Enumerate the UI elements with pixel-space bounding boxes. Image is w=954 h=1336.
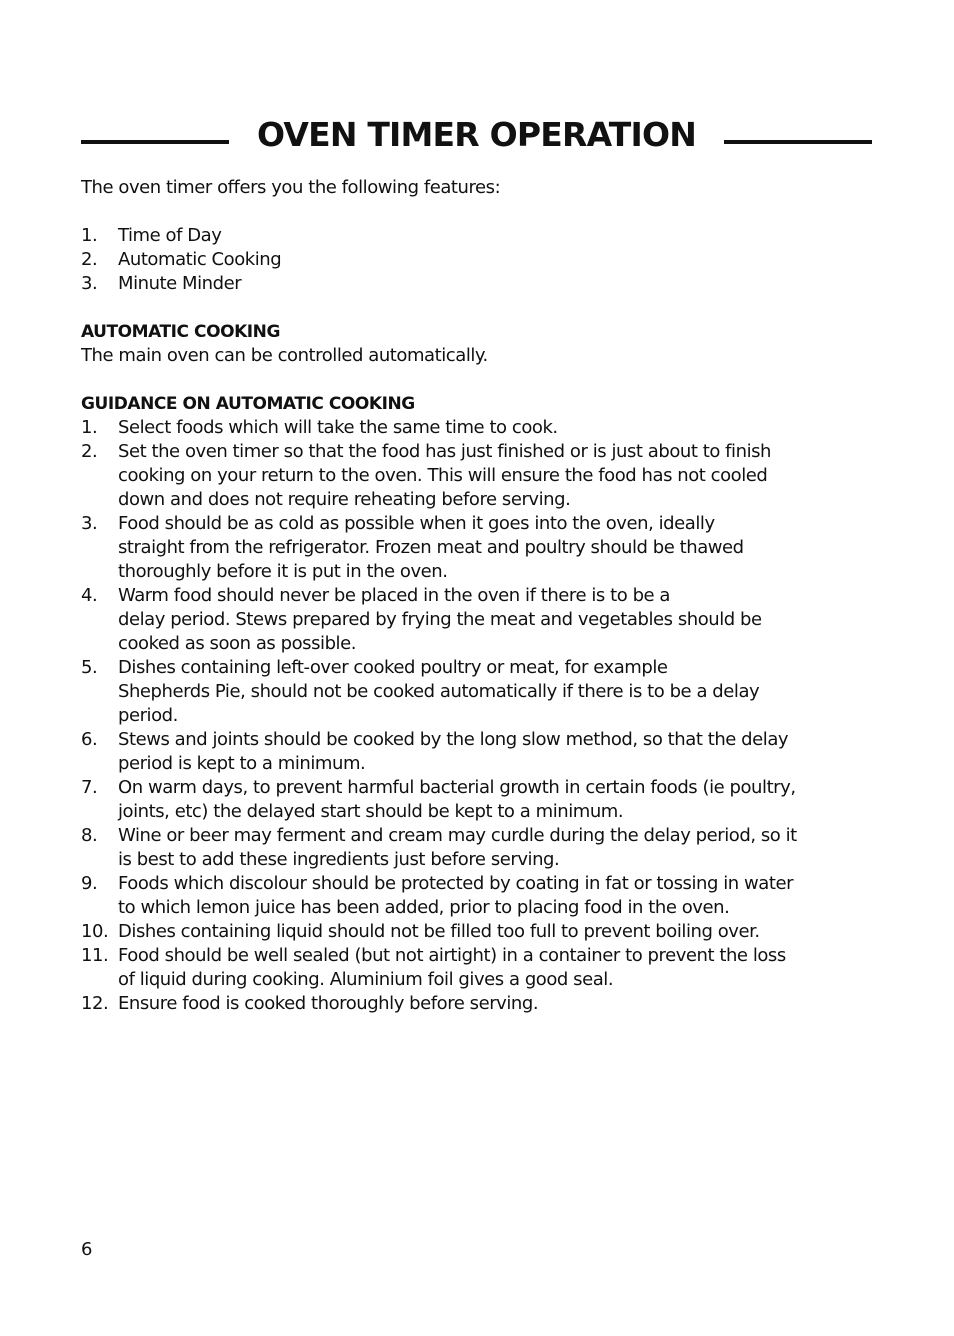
guidance-item: 7. On warm days, to prevent harmful bacterial growth in certain foods (ie poultry, joints, etc) the delayed start should be kept to a minimum. — [81, 777, 796, 822]
guidance-heading: GUIDANCE ON AUTOMATIC COOKING — [81, 394, 415, 414]
guidance-item: 5. Dishes containing left-over cooked poultry or meat, for example Shepherds Pie, should not be cooked automatically if there is to be a delay period. — [81, 657, 760, 726]
guidance-item: 8. Wine or beer may ferment and cream may curdle during the delay period, so it is best to add these ingredients just before serving. — [81, 825, 797, 870]
guidance-item: 10. Dishes containing liquid should not be filled too full to prevent boiling over. — [81, 921, 760, 942]
page-content — [81, 176, 841, 1016]
feature-item: 1. Time of Day — [81, 225, 222, 246]
guidance-item: 12. Ensure food is cooked thoroughly before serving. — [81, 993, 539, 1014]
feature-item: 3. Minute Minder — [81, 273, 242, 294]
guidance-item: 2. Set the oven timer so that the food has just finished or is just about to finish cooking on your return to the oven. This will ensure the food has not cooled down and does not require reheating before serving. — [81, 441, 772, 510]
guidance-item: 4. Warm food should never be placed in the oven if there is to be a delay period. Stews prepared by frying the meat and vegetables should be cooked as soon as possible. — [81, 585, 762, 654]
guidance-item: 11. Food should be well sealed (but not airtight) in a container to prevent the loss of liquid during cooking. Aluminium foil gives a good seal. — [81, 945, 786, 990]
guidance-item: 9. Foods which discolour should be protected by coating in fat or tossing in water to which lemon juice has been added, prior to placing food in the oven. — [81, 873, 794, 918]
automatic-cooking-text: The main oven can be controlled automatically. — [81, 345, 488, 366]
page-title: OVEN TIMER OPERATION — [256, 115, 697, 154]
title-rule-right — [724, 140, 872, 144]
features-list — [81, 224, 841, 296]
page-number: 6 — [81, 1239, 93, 1260]
intro-text: The oven timer offers you the following features: — [81, 177, 501, 198]
guidance-item: 3. Food should be as cold as possible when it goes into the oven, ideally straight from the refrigerator. Frozen meat and poultry should be thawed thoroughly before it is put in the oven. — [81, 513, 744, 582]
automatic-cooking-heading: AUTOMATIC COOKING — [81, 322, 280, 342]
title-rule-left — [81, 140, 229, 144]
feature-item: 2. Automatic Cooking — [81, 249, 282, 270]
title-row — [81, 110, 872, 160]
guidance-item: 1. Select foods which will take the same time to cook. — [81, 417, 558, 438]
guidance-list — [81, 416, 841, 1016]
guidance-item: 6. Stews and joints should be cooked by the long slow method, so that the delay period is kept to a minimum. — [81, 729, 789, 774]
